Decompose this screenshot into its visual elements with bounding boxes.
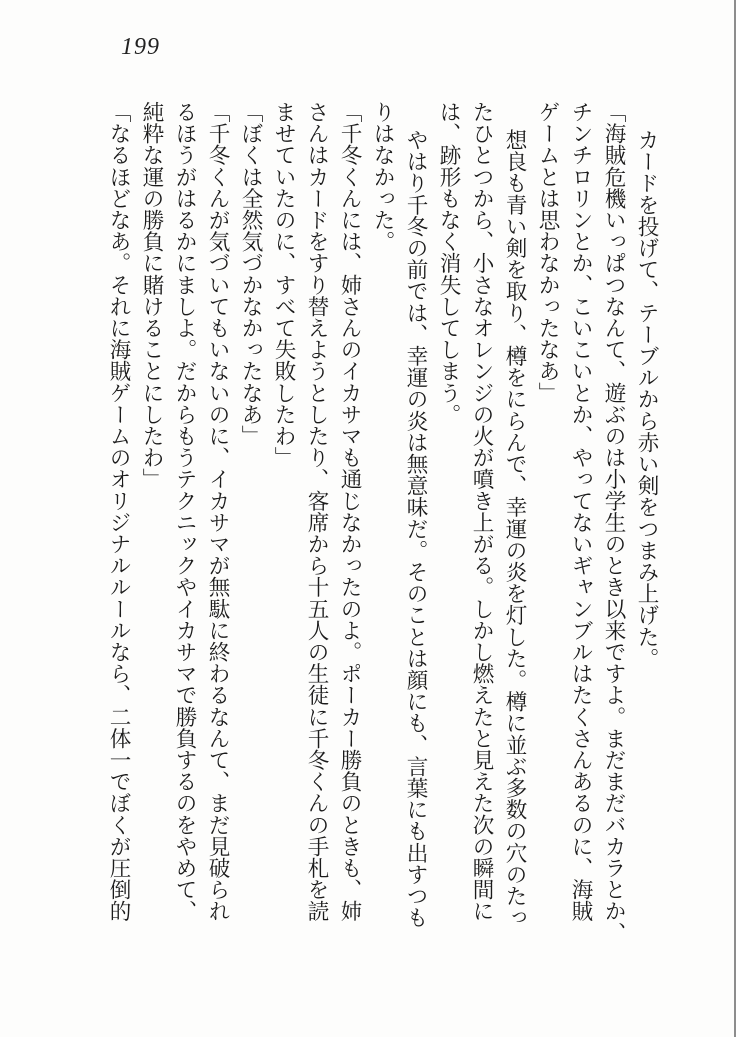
text-column: 「千冬くんが気づいてもいないのに、イカサマが無駄に終わるなんて、まだ見破られ xyxy=(206,101,230,922)
text-column: りはなかった。 xyxy=(371,101,395,253)
text-column: 「なるほどなあ。それに海賊ゲームのオリジナルルールなら、二体一でぼくが圧倒的 xyxy=(107,101,131,922)
text-column: ませていたのに、すべて失敗したわ」 xyxy=(272,101,296,469)
text-column: チンチロリンとか、こいこいとか、やってないギャンブルはたくさんあるのに、海賊 xyxy=(569,101,593,922)
text-column: やはり千冬の前では、幸運の炎は無意味だ。そのことは顔にも、言葉にも出すつも xyxy=(404,129,428,929)
text-column: るほうがはるかにましよ。だからもうテクニックやイカサマで勝負するのをやめて、 xyxy=(173,101,197,922)
text-column: カードを投げて、テーブルから赤い剣をつまみ上げた。 xyxy=(635,129,659,670)
text-column: 「千冬くんには、姉さんのイカサマも通じなかったのよ。ポーカー勝負のときも、姉 xyxy=(338,101,362,922)
text-column: 「海賊危機いっぱつなんて、遊ぶのは小学生のとき以来ですよ。まだまだバカラとか、 xyxy=(602,101,626,944)
text-column: 純粋な運の勝負に賭けることにしたわ」 xyxy=(140,101,164,490)
text-column: 想良も青い剣を取り、樽をにらんで、幸運の炎を灯した。樽に並ぶ多数の穴のたっ xyxy=(503,129,527,929)
text-column: は、跡形もなく消失してしまう。 xyxy=(437,101,461,425)
text-column: 「ぼくは全然気づかなかったなあ」 xyxy=(239,101,263,447)
vertical-text-block xyxy=(100,101,663,946)
page-number: 199 xyxy=(121,34,160,60)
text-column: たひとつから、小さなオレンジの火が噴き上がる。しかし燃えたと見えた次の瞬間に xyxy=(470,101,494,922)
text-column: ゲームとは思わなかったなあ」 xyxy=(536,101,560,404)
text-column: さんはカードをすり替えようとしたり、客席から十五人の生徒に千冬くんの手札を読 xyxy=(305,101,329,922)
